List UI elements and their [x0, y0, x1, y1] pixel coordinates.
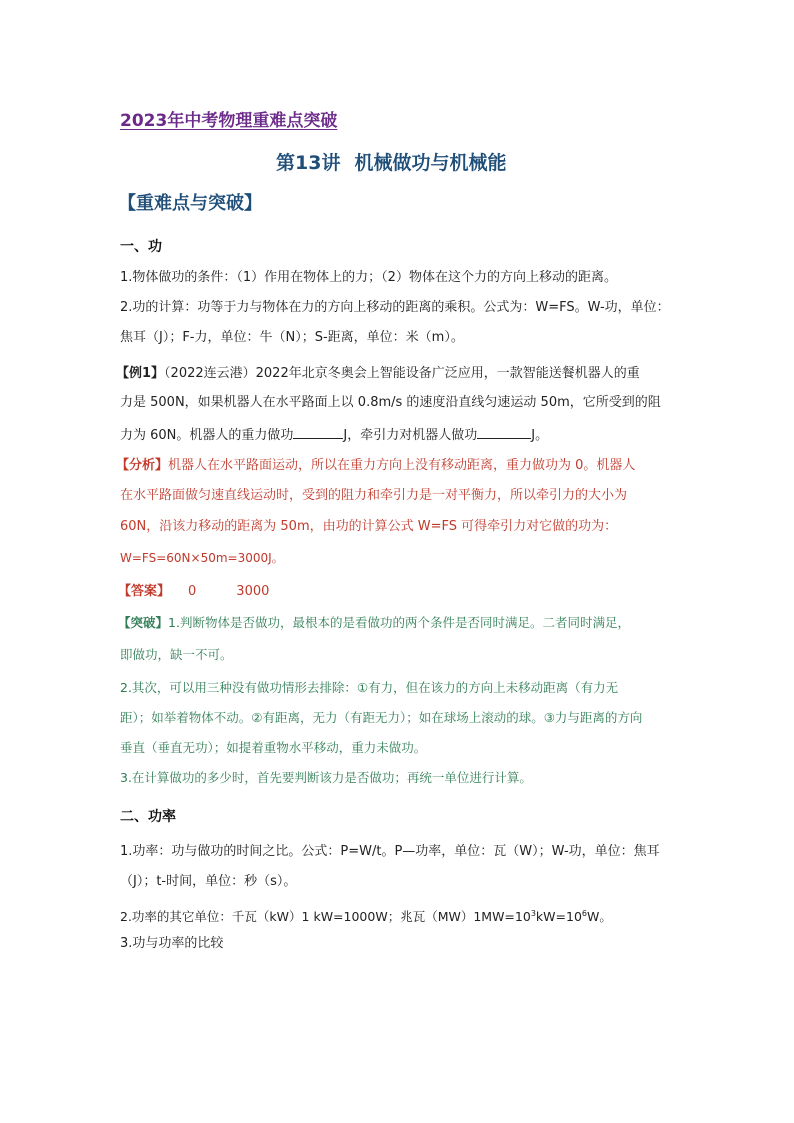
analysis-line-2: 在水平路面做匀速直线运动时，受到的阻力和牵引力是一对平衡力，所以牵引力的大小为	[120, 488, 628, 503]
example-line-1	[116, 364, 640, 384]
section-2-title: 二、功率	[120, 809, 176, 825]
power-units-exponent-2: 6	[581, 909, 587, 918]
power-units-exponent-1: 3	[530, 909, 536, 918]
answer-blank-1[interactable]	[293, 424, 343, 439]
example-text-1: （2022连云港）2022年北京冬奥会上智能设备广泛应用，一款智能送餐机器人的重	[164, 366, 640, 381]
analysis-label: 【分析】	[116, 458, 169, 473]
power-units-text-3: W。	[587, 909, 612, 925]
analysis-text-1: 机器人在水平路面运动，所以在重力方向上没有移动距离，重力做功为 0。机器人	[168, 458, 636, 473]
answer-blank-2[interactable]	[477, 424, 531, 439]
answer-line	[118, 582, 269, 602]
series-title: 2023年中考物理重难点突破	[120, 111, 338, 131]
work-formula-line-2: 焦耳（J）；F-力，单位：牛（N）；S-距离，单位：米（m）。	[120, 330, 464, 345]
analysis-line-3: 60N，沿该力移动的距离为 50m，由功的计算公式 W=FS 可得牵引力对它做的功为：	[120, 519, 618, 534]
power-units-text-1: 2.功率的其它单位：千瓦（kW）1 kW=1000W；兆瓦（MW）1MW=10	[120, 909, 531, 925]
lecture-name: 机械做功与机械能	[354, 152, 507, 174]
example-text-3c: J。	[531, 428, 549, 443]
section-1-title: 一、功	[120, 239, 162, 255]
power-comparison-line: 3.功与功率的比较	[120, 936, 224, 951]
answer-value-1: 0	[188, 584, 197, 599]
analysis-line-4: W=FS=60N×50m=3000J。	[120, 551, 284, 565]
lecture-number: 第13讲	[276, 152, 341, 174]
work-formula-line-1: 2.功的计算：功等于力与物体在力的方向上移动的距离的乘积。公式为：W=FS。W-功，单位：	[120, 300, 670, 315]
example-text-3a: 力为 60N。机器人的重力做功	[120, 428, 294, 443]
power-definition-line-1: 1.功率：功与做功的时间之比。公式：P=W/t。P—功率，单位：瓦（W）；W-功，单位：焦耳	[120, 844, 660, 859]
answer-label: 【答案】	[118, 584, 171, 599]
power-units-text-2: kW=10	[535, 909, 582, 925]
power-units-line	[120, 904, 612, 927]
breakthrough-line-5: 垂直（垂直无功）；如提着重物水平移动，重力未做功。	[120, 740, 427, 755]
breakthrough-line-3: 2.其次，可以用三种没有做功情形去排除：①有力，但在该力的方向上未移动距离（有力无	[120, 680, 619, 695]
example-line-2: 力是 500N，如果机器人在水平路面上以 0.8m/s 的速度沿直线匀速运动 50m，它所受到的阻	[120, 395, 661, 410]
power-definition-line-2: （J）；t-时间，单位：秒（s）。	[120, 874, 297, 889]
example-text-3b: J，牵引力对机器人做功	[343, 428, 478, 443]
example-label: 【例1】	[116, 366, 165, 381]
breakthrough-line-6: 3.在计算做功的多少时，首先要判断该力是否做功；再统一单位进行计算。	[120, 770, 532, 785]
analysis-line-1	[116, 456, 635, 476]
work-condition-paragraph: 1.物体做功的条件：（1）作用在物体上的力；（2）物体在这个力的方向上移动的距离。	[120, 270, 617, 285]
breakthrough-line-2: 即做功，缺一不可。	[120, 647, 233, 662]
breakthrough-text-1: 1.判断物体是否做功，最根本的是看做功的两个条件是否同时满足。二者同时满足，	[168, 615, 630, 630]
answer-value-2: 3000	[236, 584, 270, 599]
breakthrough-label: 【突破】	[118, 615, 169, 630]
example-line-3	[120, 424, 548, 446]
section-heading: 【重难点与突破】	[118, 193, 262, 214]
breakthrough-line-4: 距）；如举着物体不动。②有距离，无力（有距无力）；如在球场上滚动的球。③力与距离的方向	[120, 710, 643, 725]
lecture-title	[276, 148, 506, 175]
breakthrough-line-1	[118, 613, 630, 633]
